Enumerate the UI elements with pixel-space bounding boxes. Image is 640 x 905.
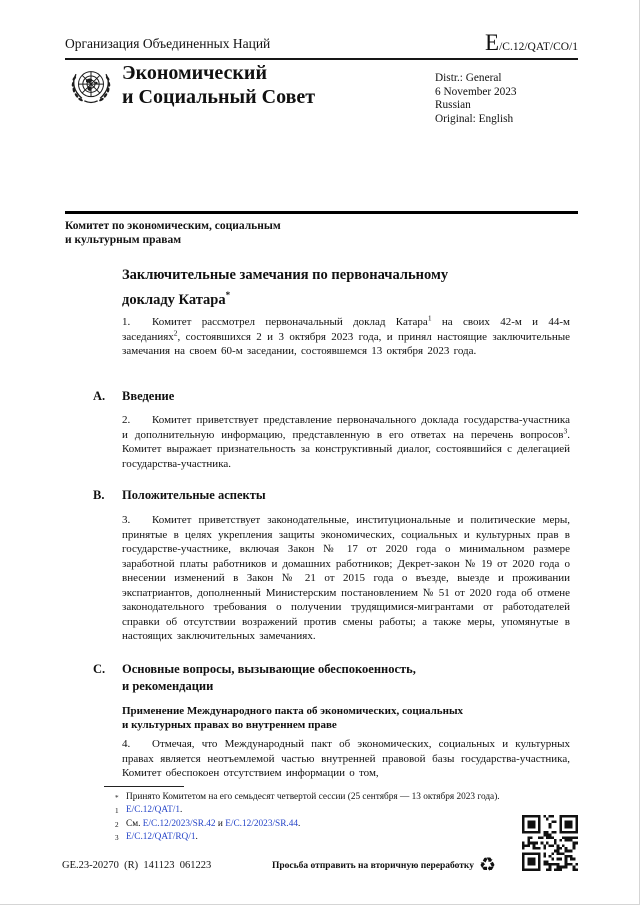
footnote-star-text: Принято Комитетом на его семьдесят четвертой сессии (25 сентября — 13 октября 2023 года). (126, 792, 500, 802)
section-c-title-line2: и рекомендации (122, 678, 214, 693)
paragraph-4 (122, 737, 570, 781)
footnote-3 (110, 831, 555, 844)
footnote-1-link[interactable]: E/C.12/QAT/1 (126, 805, 180, 816)
footnote-2-prefix: См. (126, 818, 143, 829)
header-rule (65, 58, 578, 60)
section-heading-b (93, 487, 266, 504)
footnote-1-marker: 1 (115, 807, 119, 816)
subsection-heading-line2: и культурных правах во внутреннем праве (122, 719, 337, 731)
footnotes-block (110, 791, 555, 845)
un-emblem-icon (66, 63, 116, 122)
committee-name-line2: и культурным правам (65, 234, 182, 246)
paragraph-4-text: Отмечая, что Международный пакт об экономических, социальных и культурных правах является неотъемлемой частью внутренней правовой базы государства-участника, Комитет обеспокоен отсутствием информации о том, (122, 738, 570, 779)
footnote-star (110, 791, 555, 804)
document-symbol-series: E (485, 30, 500, 55)
distr-date: 6 November 2023 (435, 85, 517, 98)
footnote-2-link-1[interactable]: E/C.12/2023/SR.42 (142, 818, 216, 829)
footnote-2-link-2[interactable]: E/C.12/2023/SR.44 (225, 818, 299, 829)
un-org-name: Организация Объединенных Наций (65, 36, 271, 51)
section-c-title-line1: Основные вопросы, вызывающие обеспокоенность, (122, 662, 416, 676)
paragraph-1-text: , состоявшихся 2 и 3 октября 2023 года, и принял настоящие заключительные замечания на своем 60-м заседании, состоявшемся 13 октября 2023 года. (122, 330, 570, 357)
council-title-line2: и Социальный Совет (122, 86, 316, 108)
council-title-line1: Экономический (122, 62, 267, 84)
paragraph-4-number: 4. (122, 738, 131, 750)
distr-original: Original: English (435, 112, 514, 125)
paragraph-2 (122, 413, 570, 471)
distr-type: Distr.: General (435, 72, 502, 84)
distr-language: Russian (435, 99, 471, 111)
footnote-separator (104, 786, 184, 787)
section-a-title: Введение (122, 389, 175, 403)
section-c-title (122, 661, 416, 694)
paragraph-3-text: Комитет приветствует законодательные, институциональные и политические меры, принятые в целях укрепления защиты экономических, социальных и культурных прав в государстве-участнике, включая Закон № 17 от 2020 года о минимальном размере заработной платы работников и домашних работников; Декрет-закон № 19 от 2020 года о внесении изменений в Закон № 21 от 2015 года о въезде, выезде и проживании экспатриантов, дополненный Министерским постановлением № 51 от 2020 года об отмене законодательного требования о получении трудящимися-мигрантами от работодателей справки об отсутствии возражений против смены работы; а также меры, упомянутые в настоящих заключительных замечаниях. (122, 514, 570, 642)
footnote-1-text (126, 804, 182, 817)
document-symbol-number: /C.12/QAT/CO/1 (499, 41, 578, 53)
paragraph-1 (122, 315, 570, 359)
distribution-block (435, 72, 517, 126)
footnote-2-conjunction: и (215, 818, 226, 829)
paragraph-2-text: . Комитет выражает признательность за конструктивный диалог, состоявшийся с делегацией государства-участника. (122, 428, 570, 470)
footnote-1-period: . (179, 805, 183, 816)
paragraph-1-text: на своих 42-м и 44-м заседаниях (122, 316, 570, 343)
section-divider-rule (65, 211, 578, 214)
footnote-2-text (126, 818, 300, 831)
footnote-1 (110, 804, 555, 817)
footnote-3-period: . (195, 832, 198, 843)
title-footnote-marker: * (225, 289, 231, 300)
recycle-notice-text: Просьба отправить на вторичную переработку (272, 860, 474, 871)
paragraph-2-number: 2. (122, 414, 131, 426)
footer-ge-number: GE.23-20270 (R) 141123 061223 (62, 860, 212, 871)
section-c-letter: C. (93, 662, 106, 676)
section-b-letter: B. (93, 488, 105, 502)
section-b-title: Положительные аспекты (122, 488, 266, 502)
paragraph-3 (122, 513, 570, 644)
footnote-ref-1[interactable]: 1 (427, 313, 432, 323)
footnote-2-marker: 2 (115, 820, 119, 829)
footnote-ref-2[interactable]: 2 (173, 327, 178, 337)
document-symbol (485, 30, 578, 56)
footnote-3-link[interactable]: E/C.12/QAT/RQ/1 (126, 832, 196, 843)
committee-name-line1: Комитет по экономическим, социальным (65, 220, 281, 232)
footnote-3-marker: 3 (115, 834, 119, 843)
paragraph-1-number: 1. (122, 316, 131, 328)
footnote-2-period: . (298, 818, 301, 829)
committee-name (65, 219, 281, 247)
subsection-heading-line1: Применение Международного пакта об экономических, социальных (122, 705, 464, 717)
document-title-line1: Заключительные замечания по первоначальному (122, 267, 449, 283)
subsection-heading (122, 704, 463, 732)
section-heading-c (93, 661, 416, 694)
section-heading-a (93, 388, 174, 405)
footnote-ref-3[interactable]: 3 (563, 425, 568, 435)
paragraph-3-number: 3. (122, 514, 131, 526)
footnote-star-marker: * (115, 794, 119, 802)
paragraph-2-text: Комитет приветствует представление первоначального доклада государства-участника и дополнительную информацию, представленную в его ответах на перечень вопросов (122, 414, 570, 441)
section-a-letter: A. (93, 389, 106, 403)
recycle-icon: ♻ (479, 854, 497, 876)
recycle-notice (272, 856, 496, 875)
footnote-3-text (126, 831, 198, 844)
document-title (122, 266, 542, 310)
qr-code (522, 815, 578, 876)
paragraph-1-text: Комитет рассмотрел первоначальный доклад Катара (152, 316, 428, 328)
council-title (122, 61, 315, 109)
document-title-line2: докладу Катара (122, 291, 226, 308)
footnote-2 (110, 818, 555, 831)
